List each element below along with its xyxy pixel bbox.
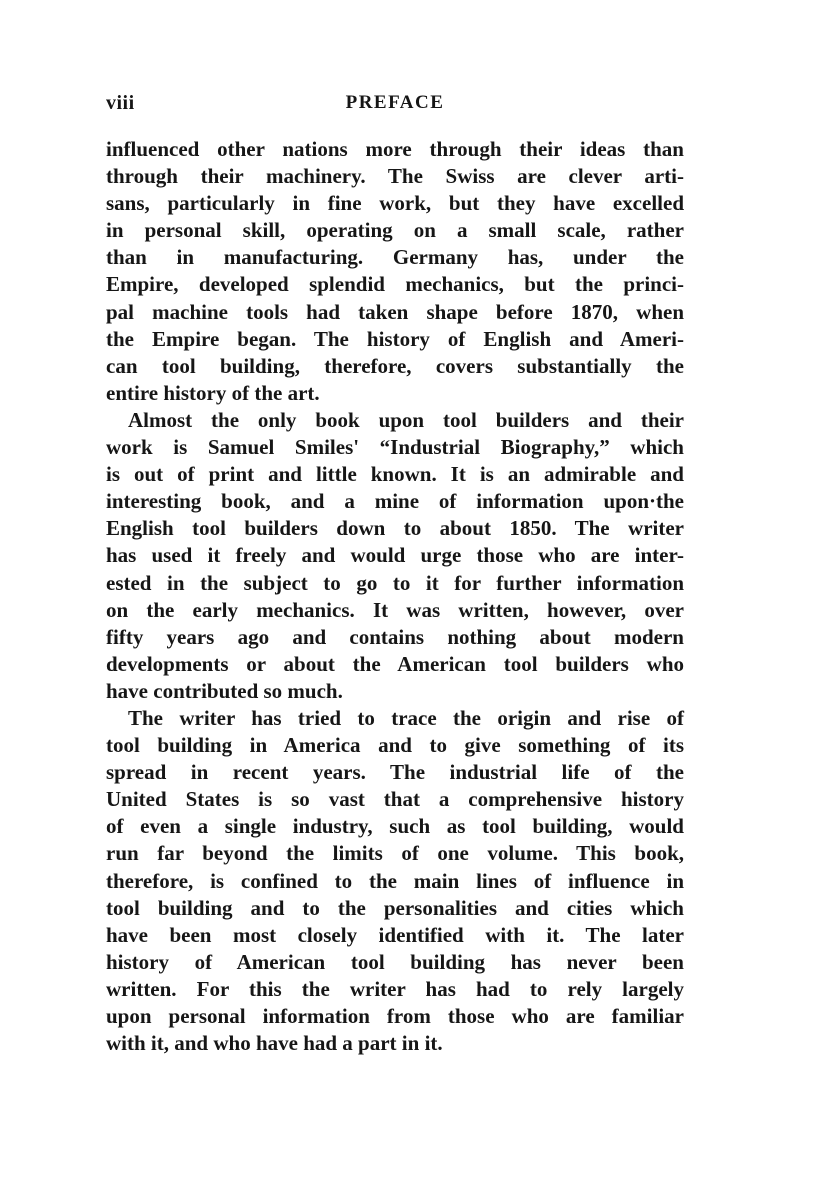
text-line: on the early mechanics. It was written, however, over (106, 597, 684, 622)
text-line: pal machine tools had taken shape before 1870, when (106, 299, 684, 324)
text-line: Empire, developed splendid mechanics, but the princi- (106, 272, 684, 297)
text-line: can tool building, therefore, covers substantially the (106, 353, 684, 378)
text-line: The writer has tried to trace the origin and rise of (128, 705, 684, 730)
text-line: written. For this the writer has had to rely largely (106, 976, 684, 1001)
text-line: work is Samuel Smiles' “Industrial Biography,” which (106, 435, 684, 460)
text-line: interesting book, and a mine of information upon·the (106, 489, 684, 514)
text-line: sans, particularly in fine work, but they have excelled (106, 191, 684, 216)
text-line: the Empire began. The history of English and Ameri- (106, 326, 684, 351)
text-line: United States is so vast that a comprehensive history (106, 787, 684, 812)
text-line: English tool builders down to about 1850. The writer (106, 516, 684, 541)
page-title: PREFACE (345, 92, 445, 113)
page-number: viii (106, 92, 135, 114)
text-line: with it, and who have had a part in it. (106, 1031, 443, 1056)
text-line: through their machinery. The Swiss are clever arti- (106, 164, 684, 189)
text-line: is out of print and little known. It is an admirable and (106, 462, 684, 487)
text-line: ested in the subject to go to it for further information (106, 570, 684, 595)
text-line: than in manufacturing. Germany has, under the (106, 245, 684, 270)
text-line: influenced other nations more through their ideas than (106, 137, 684, 161)
text-line: tool building and to the personalities and cities which (106, 895, 684, 920)
text-line: fifty years ago and contains nothing about modern (106, 624, 684, 649)
text-line: have contributed so much. (106, 678, 343, 703)
text-line: in personal skill, operating on a small scale, rather (106, 218, 684, 243)
text-line: of even a single industry, such as tool building, would (106, 814, 684, 839)
text-line: developments or about the American tool builders who (106, 651, 684, 676)
text-line: upon personal information from those who are familiar (106, 1004, 684, 1028)
preface-body-text (106, 136, 684, 1057)
text-line: have been most closely identified with it. The later (106, 922, 684, 947)
text-line: history of American tool building has never been (106, 949, 684, 974)
text-line: run far beyond the limits of one volume. This book, (106, 841, 684, 866)
running-head (106, 92, 684, 118)
text-line: spread in recent years. The industrial life of the (106, 760, 684, 785)
text-line: Almost the only book upon tool builders and their (128, 407, 684, 432)
text-line: tool building in America and to give something of its (106, 733, 684, 758)
text-line: has used it freely and would urge those who are inter- (106, 543, 684, 568)
text-line: entire history of the art. (106, 380, 320, 405)
text-line: therefore, is confined to the main lines of influence in (106, 868, 684, 893)
